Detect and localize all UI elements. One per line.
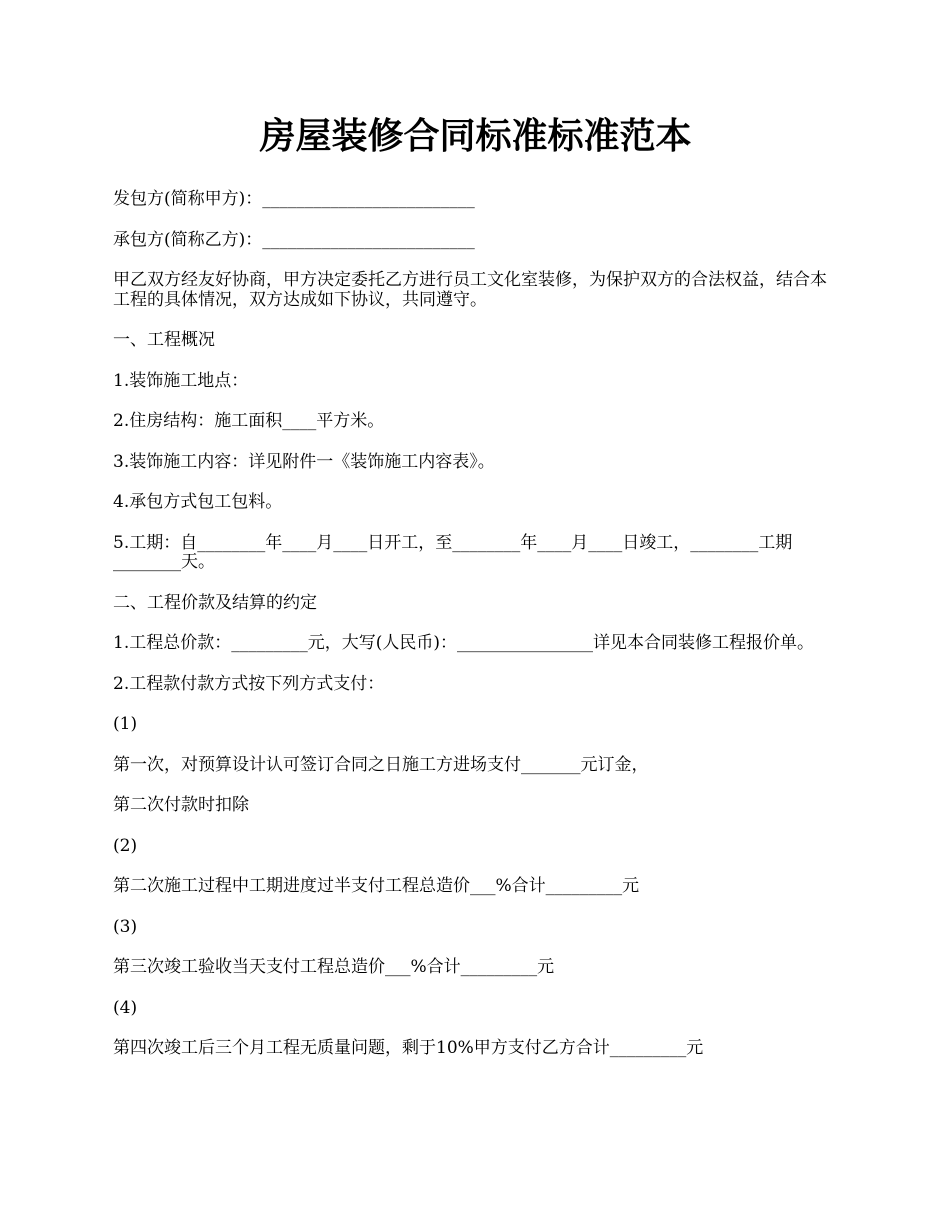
clause-contract-method: 4.承包方式包工包料。	[113, 492, 283, 512]
document-title: 房屋装修合同标准标准范本	[259, 115, 692, 157]
payment-item-text: 第一次，对预算设计认可签订合同之日施工方进场支付_______元订金，	[113, 754, 649, 775]
payment-item-number: (1)	[113, 714, 138, 734]
clause-payment-method: 2.工程款付款方式按下列方式支付：	[113, 673, 385, 694]
payment-item-text: 第四次竣工后三个月工程无质量问题，剩于10%甲方支付乙方合计_________元	[113, 1038, 704, 1058]
payment-item-text: 第三次竣工验收当天支付工程总造价___%合计_________元	[113, 957, 555, 977]
clause-schedule: 5.工期：自________年____月____日开工，至________年____月____日竣工，________工期________天。	[113, 532, 793, 572]
payment-item-number: (2)	[113, 835, 138, 856]
clause-location: 1.装饰施工地点：	[113, 370, 249, 391]
clause-structure: 2.住房结构：施工面积____平方米。	[113, 411, 385, 431]
preamble-paragraph: 甲乙双方经友好协商，甲方决定委托乙方进行员工文化室装修，为保护双方的合法权益，结合本工程的具体情况，双方达成如下协议，共同遵守。	[113, 270, 827, 310]
payment-item-number: (4)	[113, 997, 138, 1018]
party-b-line: 承包方(简称乙方)：_________________________	[113, 229, 475, 250]
party-a-line: 发包方(简称甲方)：_________________________	[113, 189, 475, 209]
section-heading-overview: 一、工程概况	[113, 330, 215, 350]
clause-content: 3.装饰施工内容：详见附件一《装饰施工内容表》。	[113, 451, 495, 472]
section-heading-price: 二、工程价款及结算的约定	[113, 592, 317, 613]
payment-item-text: 第二次付款时扣除	[113, 795, 249, 815]
payment-item-text: 第二次施工过程中工期进度过半支付工程总造价___%合计_________元	[113, 876, 640, 896]
clause-total-price: 1.工程总价款：_________元，大写(人民币)：________________详见本合同装修工程报价单。	[113, 633, 814, 653]
payment-item-number: (3)	[113, 916, 138, 937]
